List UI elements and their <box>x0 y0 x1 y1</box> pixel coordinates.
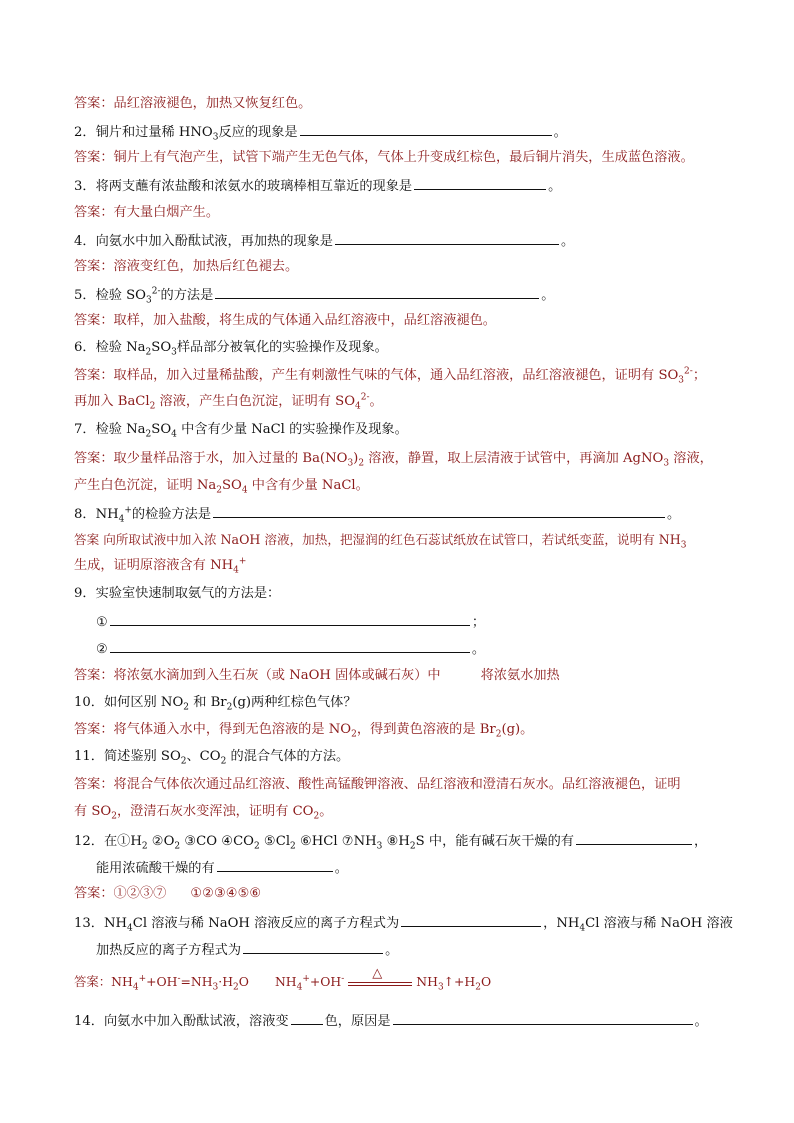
answer-6-line2: 再加入 BaCl$_2$ 溶液，产生白色沉淀，证明有 $SO_4^{2-}$。 <box>74 392 383 412</box>
question-9-choice-1: ① ； <box>96 612 485 632</box>
question-8: 8．$NH_4^+$的检验方法是 。 <box>74 505 681 525</box>
answer-7-line1: 答案：取少量样品溶于水，加入过量的 $Ba(NO_3)_2$ 溶液，静置，取上层清液于试管中，再滴加 AgNO$_3$ 溶液， <box>74 451 713 469</box>
question-2: 2．铜片和过量稀 $HNO_3$反应的现象是 。 <box>74 122 567 142</box>
answer-10: 答案：将气体通入水中，得到无色溶液的是 $NO_2$，得到黄色溶液的是 $Br_2(g)$。 <box>74 722 534 740</box>
question-11: 11．简述鉴别 $SO_2$、$CO_2$ 的混合气体的方法。 <box>74 749 350 767</box>
question-4: 4．向氨水中加入酚酞试液，再加热的现象是 。 <box>74 231 574 251</box>
answer-12: 答案：①②③⑦ ①②③④⑤⑥ <box>74 886 262 901</box>
question-3: 3．将两支蘸有浓盐酸和浓氨水的玻璃棒相互靠近的现象是 。 <box>74 176 561 196</box>
answer-blank[interactable] <box>215 285 539 299</box>
answer-blank[interactable] <box>300 122 552 136</box>
question-13-line1: 13．$NH_4Cl$ 溶液与稀 NaOH 溶液反应的离子方程式为 ，$NH_4Cl$ 溶液与稀 NaOH 溶液 <box>74 913 733 933</box>
answer-blank[interactable] <box>576 831 692 845</box>
question-13-line2: 加热反应的离子方程式为 。 <box>96 940 398 960</box>
answer-blank[interactable] <box>110 612 470 626</box>
question-12-line1: 12．在$①H_2$ $②O_2$ ③CO $④CO_2$ $⑤Cl_2$ ⑥HCl $⑦NH_3$ $⑧H_2S$ 中，能有碱石灰干燥的有 ， <box>74 831 707 851</box>
answer-blank[interactable] <box>243 940 383 954</box>
answer-4: 答案：溶液变红色，加热后红色褪去。 <box>74 259 299 274</box>
question-12-line2: 能用浓硫酸干燥的有 。 <box>96 858 348 878</box>
answer-blank[interactable] <box>414 176 546 190</box>
answer-blank[interactable] <box>401 913 541 927</box>
heat-delta-icon: △ <box>372 966 383 981</box>
answer-blank[interactable] <box>291 1011 323 1025</box>
answer-blank[interactable] <box>393 1011 693 1025</box>
heat-condition-arrow <box>348 966 412 991</box>
question-10: 10．如何区别 $NO_2$ 和 $Br_2(g)$两种红棕色气体？ <box>74 695 357 713</box>
answer-8-line2: 生成，证明原溶液含有 $NH_4^+$ <box>74 556 247 576</box>
answer-blank[interactable] <box>213 504 665 518</box>
answer-5: 答案：取样，加入盐酸，将生成的气体通入品红溶液中，品红溶液褪色。 <box>74 313 496 328</box>
answer-blank[interactable] <box>217 858 333 872</box>
answer-1: 答案：品红溶液褪色，加热又恢复红色。 <box>74 96 312 111</box>
answer-2: 答案：铜片上有气泡产生，试管下端产生无色气体，气体上升变成红棕色，最后铜片消失，生成蓝色溶液。 <box>74 150 694 165</box>
answer-11-line2: 有 $SO_2$，澄清石灰水变浑浊，证明有 $CO_2$。 <box>74 804 333 822</box>
question-9-choice-2: ② 。 <box>96 639 485 659</box>
answer-6-line1: 答案：取样品，加入过量稀盐酸，产生有刺激性气味的气体，通入品红溶液，品红溶液褪色，证明有 $SO_3^{2-}$； <box>74 366 706 386</box>
answer-9: 答案：将浓氨水滴加到入生石灰（或 NaOH 固体或碱石灰）中 将浓氨水加热 <box>74 668 560 683</box>
question-9: 9．实验室快速制取氨气的方法是： <box>74 586 281 601</box>
answer-13: 答案：$NH_4^++OH^-=NH_3\cdot H_2O$ $NH_4^++OH^-$ △ $NH_3↑+H_2O$ <box>74 966 492 993</box>
answer-8-line1: 答案 向所取试液中加入浓 NaOH 溶液，加热，把湿润的红色石蕊试纸放在试管口，若试纸变蓝，说明有 $NH_3$ <box>74 532 687 551</box>
question-5: 5．检验 $SO_3^{2-}$的方法是 。 <box>74 286 555 306</box>
question-7: 7．检验 $Na_2SO_4$ 中含有少量 NaCl 的实验操作及现象。 <box>74 422 408 440</box>
answer-11-line1: 答案：将混合气体依次通过品红溶液、酸性高锰酸钾溶液、品红溶液和澄清石灰水。品红溶液褪色，证明 <box>74 777 681 792</box>
answer-blank[interactable] <box>110 639 470 653</box>
question-6: 6．检验 $Na_2SO_3$样品部分被氧化的实验操作及现象。 <box>74 340 388 358</box>
answer-3: 答案：有大量白烟产生。 <box>74 205 220 220</box>
question-14: 14．向氨水中加入酚酞试液，溶液变 色，原因是 。 <box>74 1011 708 1031</box>
answer-7-line2: 产生白色沉淀，证明 $Na_2SO_4$ 中含有少量 NaCl。 <box>74 478 369 496</box>
answer-blank[interactable] <box>335 231 559 245</box>
